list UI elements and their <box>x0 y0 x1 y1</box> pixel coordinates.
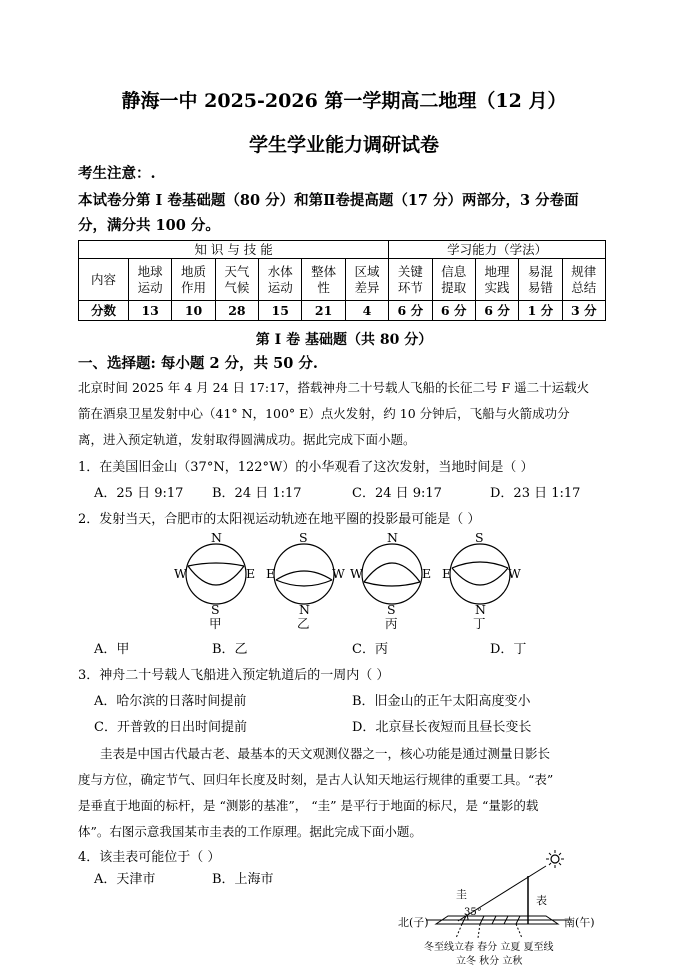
material-line: 北京时间 2025 年 4 月 24 日 17:17，搭载神舟二十号载人飞船的长征二号 F 遥二十运载火 <box>78 380 590 395</box>
page-title: 静海一中 2025-2026 第一学期高二地理（12 月） <box>121 90 567 112</box>
table-cell: 规律 总结 <box>562 259 605 301</box>
question-2-stem: 2．发射当天，合肥市的太阳视运动轨迹在地平圈的投影最可能是（ ） <box>78 512 481 527</box>
q1-option-b[interactable]: B．24 日 1:17 <box>212 486 302 501</box>
sun-path-figure-bing: N S W E 丙 <box>350 530 432 631</box>
q3-option-d[interactable]: D．北京昼长夜短而且昼长变长 <box>352 720 532 735</box>
material-line: 度与方位，确定节气、回归年长度及时刻，是古人认知天地运行规律的重要工具。“表” <box>78 772 554 787</box>
biao-label: 表 <box>536 894 547 907</box>
figure-caption: 甲 <box>209 616 222 631</box>
table-cell: 4 <box>345 301 388 321</box>
q3-option-b[interactable]: B．旧金山的正午太阳高度变小 <box>352 694 531 709</box>
figure-caption: 乙 <box>297 616 310 631</box>
table-cell: 21 <box>302 301 345 321</box>
table-cell: 天气 气候 <box>215 259 258 301</box>
table-row-header: 分数 <box>79 301 129 321</box>
table-cell: 6 分 <box>389 301 432 321</box>
q1-option-d[interactable]: D．23 日 1:17 <box>490 486 581 501</box>
question-4-stem: 4．该圭表可能位于（ ） <box>78 850 221 865</box>
q3-option-c[interactable]: C．开普敦的日出时间提前 <box>94 720 247 735</box>
sun-path-figure-ding: S N E W 丁 <box>442 530 521 631</box>
table-cell: 区域 差异 <box>345 259 388 301</box>
notice-heading: 考生注意：. <box>78 165 156 182</box>
q4-option-b[interactable]: B．上海市 <box>212 872 274 887</box>
table-cell: 关键 环节 <box>389 259 432 301</box>
gui-label: 圭 <box>456 888 467 901</box>
table-cell: 10 <box>172 301 215 321</box>
section-title: 第 I 卷 基础题（共 80 分） <box>255 332 433 348</box>
guibiao-diagram <box>396 846 606 966</box>
part-heading: 一、选择题: 每小题 2 分，共 50 分. <box>78 355 318 372</box>
table-cell: 信息 提取 <box>432 259 475 301</box>
question-3-stem: 3．神舟二十号载人飞船进入预定轨道后的一周内（ ） <box>78 668 390 683</box>
table-cell: 整体 性 <box>302 259 345 301</box>
north-label: 北(子) <box>398 916 429 929</box>
sun-path-figure-jia: N S W E 甲 <box>174 530 256 631</box>
table-cell: 地球 运动 <box>129 259 172 301</box>
table-cell: 地质 作用 <box>172 259 215 301</box>
q1-option-c[interactable]: C．24 日 9:17 <box>352 486 442 501</box>
q3-option-a[interactable]: A．哈尔滨的日落时间提前 <box>94 694 247 709</box>
table-cell: 水体 运动 <box>259 259 302 301</box>
notice-line-2: 分，满分共 100 分。 <box>78 217 220 234</box>
sun-path-figure-yi: S N E W 乙 <box>266 530 345 631</box>
table-cell: 6 分 <box>475 301 518 321</box>
q2-option-b[interactable]: B．乙 <box>212 642 248 657</box>
table-row-header: 内容 <box>79 259 129 301</box>
sun-icon <box>546 850 564 868</box>
table-cell: 3 分 <box>562 301 605 321</box>
material-line: 箭在酒泉卫星发射中心（41° N，100° E）点火发射，约 10 分钟后，飞船与火箭成功分 <box>78 406 570 421</box>
table-group-knowledge: 知 识 与 技 能 <box>79 241 389 259</box>
table-cell: 6 分 <box>432 301 475 321</box>
figure-caption: 丁 <box>473 616 486 631</box>
table-cell: 易混 易错 <box>519 259 562 301</box>
figure-caption: 丙 <box>385 616 398 631</box>
south-label: 南(午) <box>564 916 595 929</box>
q2-option-d[interactable]: D．丁 <box>490 642 527 657</box>
material-line: 圭表是中国古代最古老、最基本的天文观测仪器之一，核心功能是通过测量日影长 <box>100 746 551 761</box>
score-table <box>78 240 606 321</box>
material-line: 是垂直于地面的标杆，是 “测影的基准”， “圭” 是平行于地面的标尺，是 “量影的载 <box>78 798 539 813</box>
q2-option-a[interactable]: A．甲 <box>94 642 130 657</box>
table-cell: 13 <box>129 301 172 321</box>
table-cell: 15 <box>259 301 302 321</box>
table-group-learning: 学习能力（学法） <box>389 241 606 259</box>
material-line: 体”。右图示意我国某市圭表的工作原理。据此完成下面小题。 <box>78 824 422 839</box>
solar-terms-line-1: 冬至线立春 春分 立夏 夏至线 <box>424 942 554 953</box>
table-cell: 1 分 <box>519 301 562 321</box>
notice-line-1: 本试卷分第 I 卷基础题（80 分）和第Ⅱ卷提高题（17 分）两部分，3 分卷面 <box>78 192 579 209</box>
page-subtitle: 学生学业能力调研试卷 <box>248 134 439 156</box>
q4-option-a[interactable]: A．天津市 <box>94 872 156 887</box>
question-1-stem: 1．在美国旧金山（37°N，122°W）的小华观看了这次发射，当地时间是（ ） <box>78 460 534 475</box>
table-cell: 地理 实践 <box>475 259 518 301</box>
table-cell: 28 <box>215 301 258 321</box>
q2-option-c[interactable]: C．丙 <box>352 642 388 657</box>
solar-terms-line-2: 立冬 秋分 立秋 <box>456 956 523 967</box>
angle-label: 35° <box>464 907 482 918</box>
material-line: 离，进入预定轨道，发射取得圆满成功。据此完成下面小题。 <box>78 432 416 447</box>
q1-option-a[interactable]: A．25 日 9:17 <box>94 486 184 501</box>
